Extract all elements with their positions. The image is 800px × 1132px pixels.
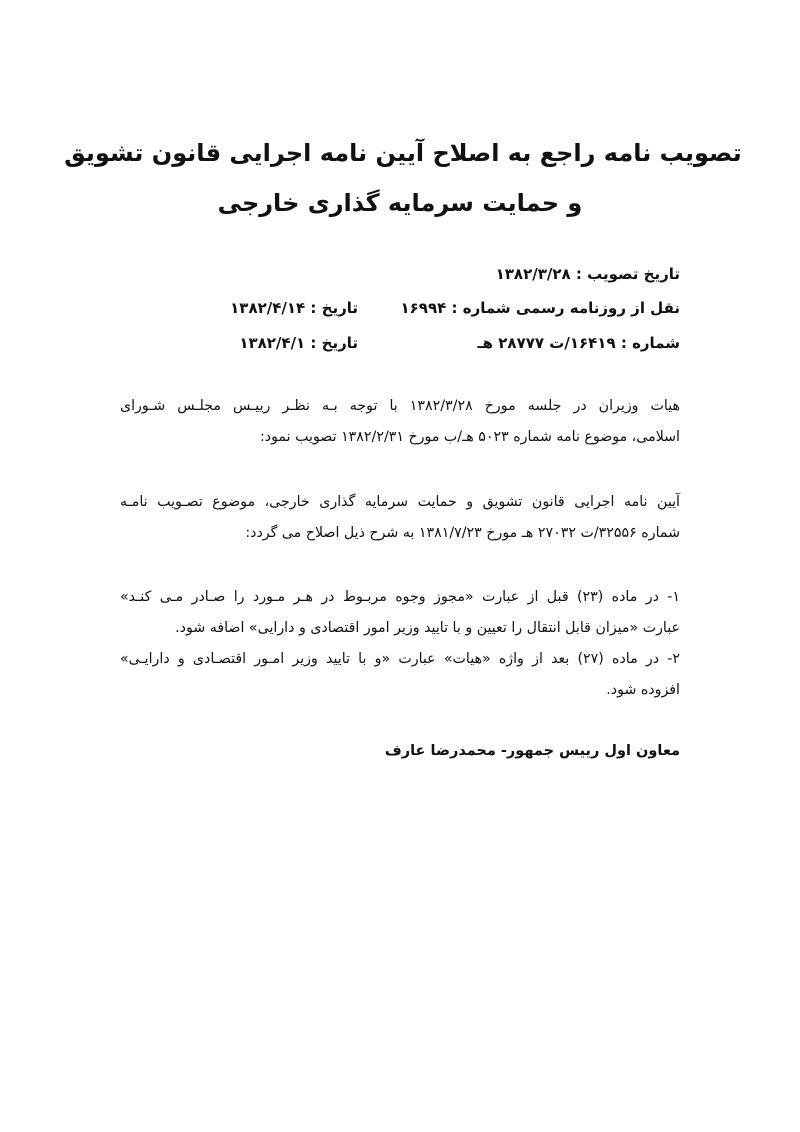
signature: معاون اول رییس جمهور- محمدرضا عارف: [384, 743, 680, 759]
paragraph-line: ۲- در ماده (۲۷) بعد از واژه «هیات» عبارت «و با تایید وزیر امـور اقتصـادی و دارایـی»: [120, 651, 680, 667]
paragraph-line: آیین نامه اجرایی قانون تشویق و حمایت سرمایه گذاری خارجی، موضوع تصـویب نامـه: [120, 494, 680, 510]
paragraph-line: عبارت «میزان قابل انتقال را تعیین و با تایید وزیر امور اقتصادی و دارایی» اضافه شود.: [175, 620, 680, 636]
gazette-number: نقل از روزنامه رسمی شماره : ۱۶۹۹۴: [400, 299, 680, 317]
paragraph-line: اسلامی، موضوع نامه شماره ۵۰۲۳ هـ/ب مورخ ۱۳۸۲/۲/۳۱ تصویب نمود:: [260, 429, 680, 445]
reference-date: تاریخ : ۱۳۸۲/۴/۱: [239, 334, 358, 352]
paragraph-line: شماره ۳۲۵۵۶/ت ۲۷۰۳۲ هـ مورخ ۱۳۸۱/۷/۲۳ به شرح ذیل اصلاح می گردد:: [245, 525, 680, 541]
approval-date: تاریخ تصویب : ۱۳۸۲/۳/۲۸: [495, 265, 680, 283]
paragraph-articles: [120, 582, 680, 706]
paragraph-line: هیات وزیران در جلسه مورخ ۱۳۸۲/۳/۲۸ با توجه بـه نظـر رییـس مجلـس شـورای: [120, 398, 680, 414]
paragraph-regulation-amendment: [120, 487, 680, 549]
document-title-line-2: و حمایت سرمایه گذاری خارجی: [217, 189, 583, 217]
paragraph-cabinet-approval: [120, 391, 680, 453]
document-title-line-1: تصویب نامه راجع به اصلاح آیین نامه اجرایی قانون تشویق: [64, 139, 742, 167]
reference-number: شماره : ۱۶۴۱۹/ت ۲۸۷۷۷ هـ: [477, 334, 680, 352]
paragraph-line: ۱- در ماده (۲۳) قبل از عبارت «مجوز وجوه مربـوط در هـر مـورد را صـادر مـی کنـد»: [120, 589, 681, 605]
gazette-date: تاریخ : ۱۳۸۲/۴/۱۴: [230, 299, 358, 317]
paragraph-line: افزوده شود.: [606, 682, 680, 698]
